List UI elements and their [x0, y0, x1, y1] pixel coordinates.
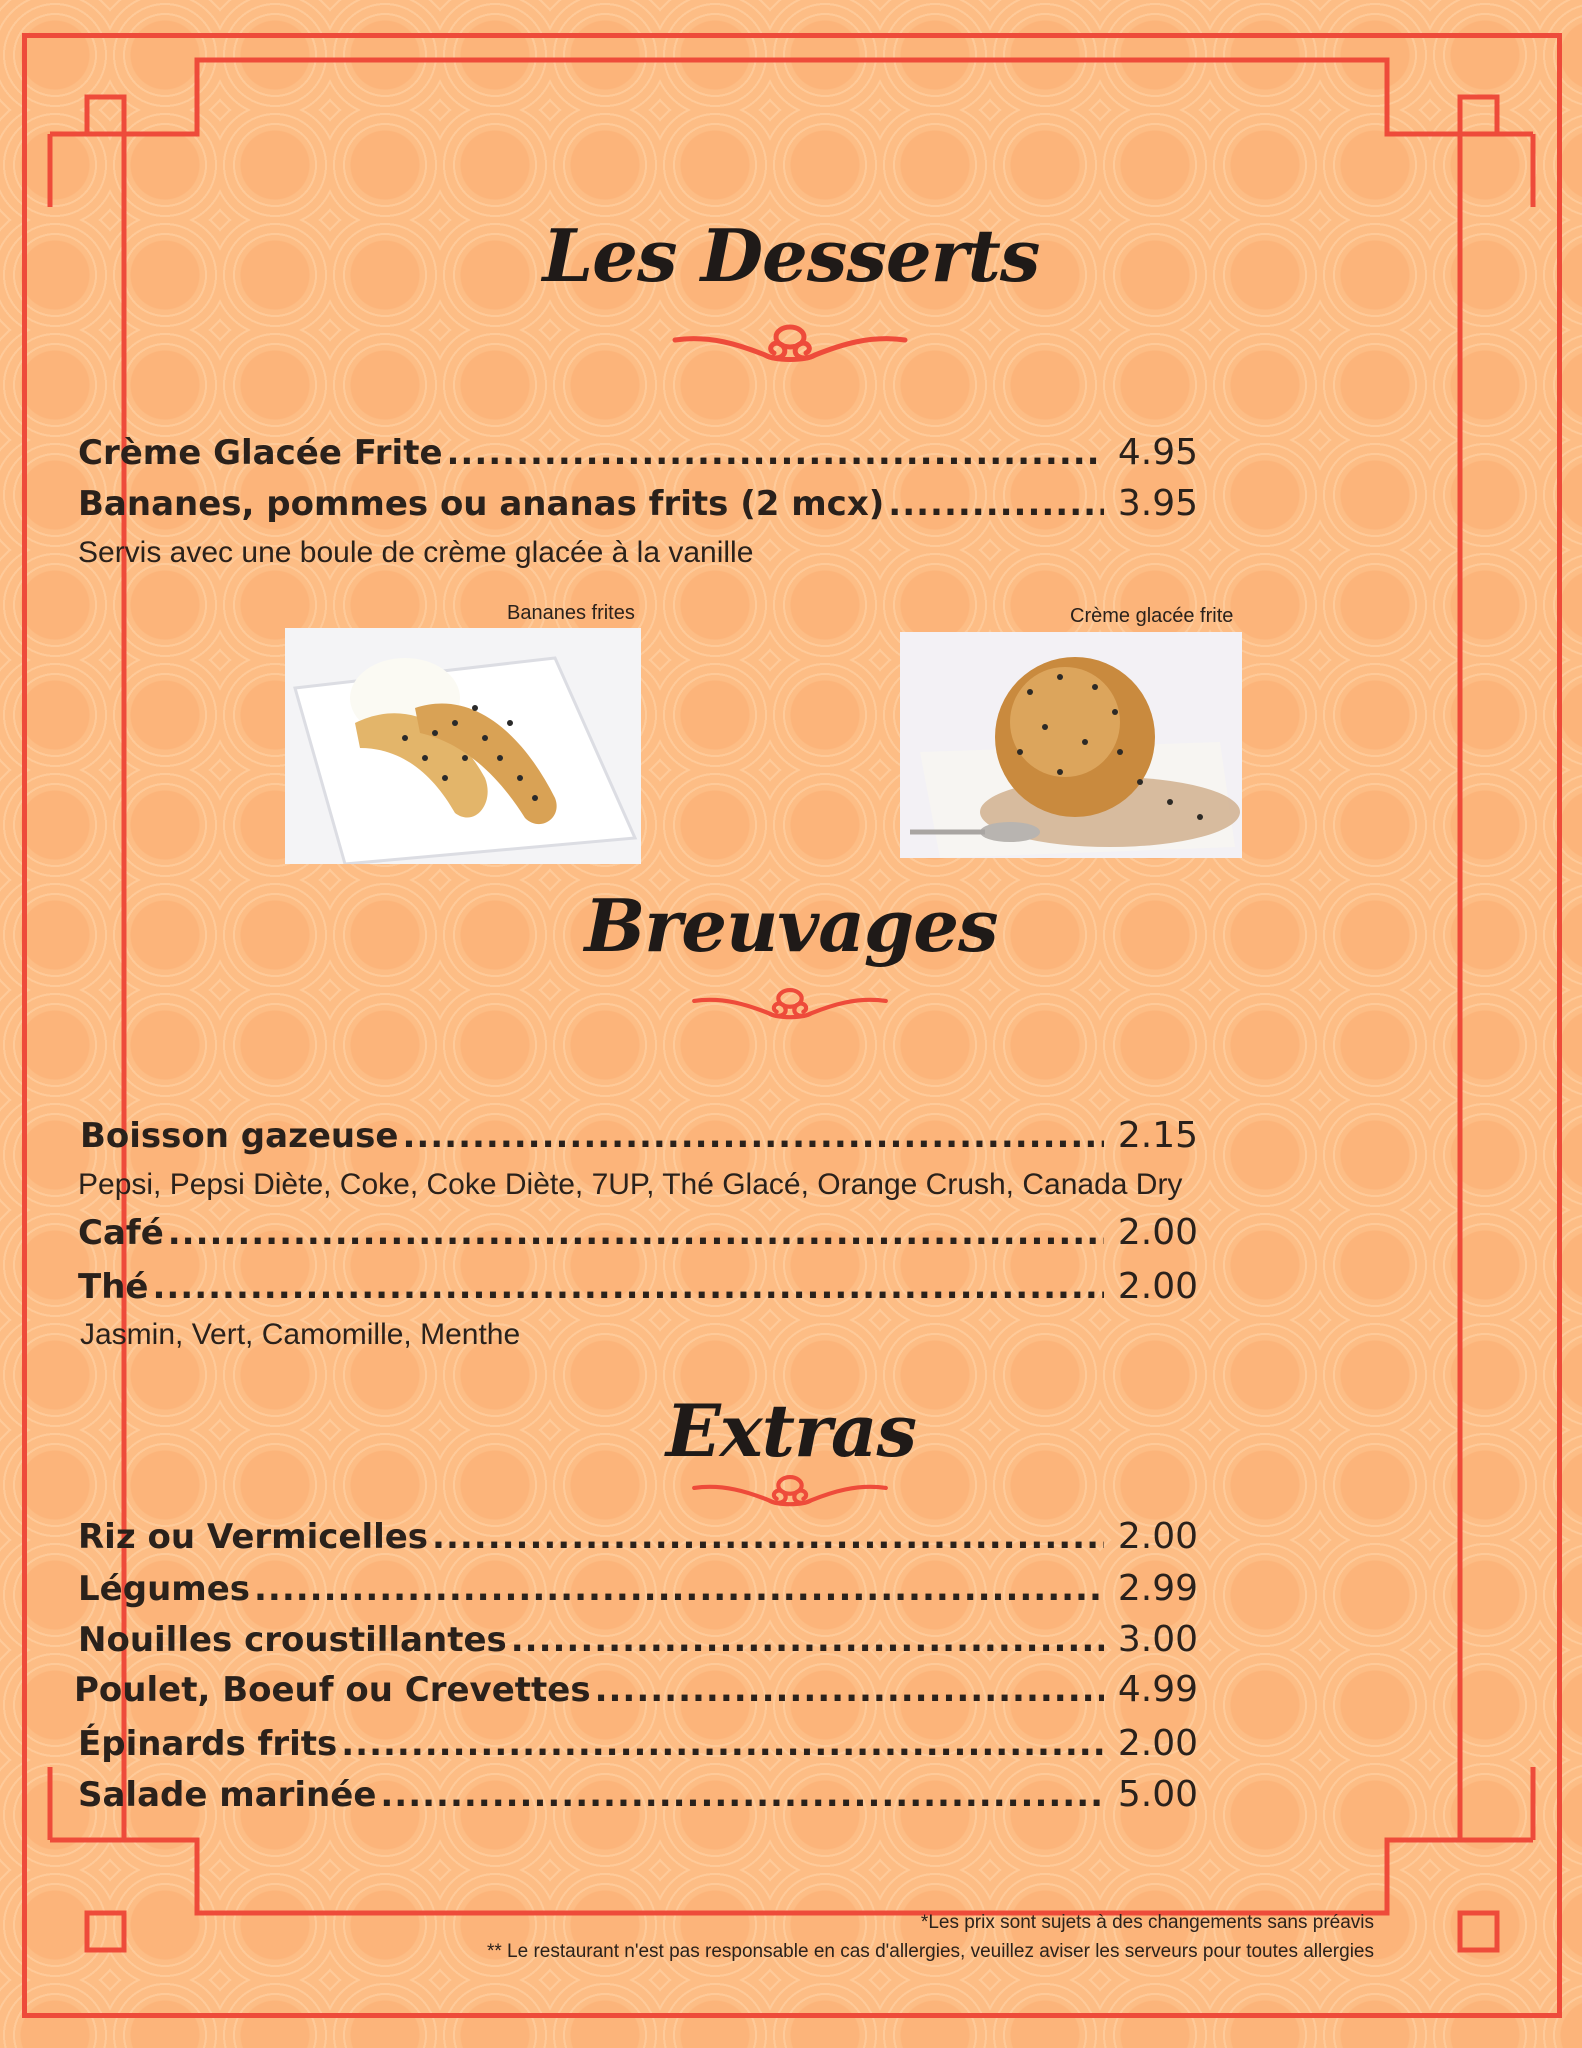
dessert-note: Servis avec une boule de crème glacée à la vanille [78, 536, 754, 569]
item-name: Bananes, pommes ou ananas frits (2 mcx) [78, 484, 885, 524]
dot-leader [595, 1671, 1104, 1710]
dot-leader [341, 1725, 1104, 1764]
item-name: Riz ou Vermicelles [78, 1517, 429, 1557]
fried-ice-cream-illustration [900, 632, 1242, 858]
item-name: Café [78, 1213, 164, 1253]
item-name: Poulet, Boeuf ou Crevettes [74, 1670, 591, 1710]
footer-allergy-notice: ** Le restaurant n'est pas responsable en cas d'allergies, veuillez aviser les serveurs pour toutes allergies [486, 1941, 1374, 1962]
footer-price-notice: *Les prix sont sujets à des changements sans préavis [920, 1912, 1374, 1933]
fried-banana-illustration [285, 628, 641, 864]
beverage-item-the [78, 1266, 1198, 1307]
beverages-title: Breuvages [584, 883, 998, 968]
dot-leader [447, 434, 1104, 473]
item-name: Crème Glacée Frite [78, 433, 443, 473]
item-price: 4.99 [1117, 1669, 1198, 1710]
extra-item-legumes [78, 1568, 1198, 1609]
dot-leader [888, 485, 1104, 524]
desserts-swirl-ornament [670, 315, 910, 370]
dot-leader [168, 1214, 1104, 1253]
item-name: Boisson gazeuse [80, 1116, 399, 1156]
dessert-item-creme-glacee [78, 432, 1198, 473]
item-price: 4.95 [1117, 432, 1198, 473]
extra-item-riz [78, 1516, 1198, 1557]
extra-item-salade [78, 1774, 1198, 1815]
dot-leader [402, 1117, 1103, 1156]
dot-leader [511, 1621, 1104, 1660]
beverage-item-cafe [78, 1212, 1198, 1253]
dot-leader [254, 1570, 1104, 1609]
item-price: 2.15 [1117, 1115, 1198, 1156]
item-name: Légumes [78, 1569, 250, 1609]
item-price: 5.00 [1117, 1774, 1198, 1815]
dot-leader [432, 1518, 1104, 1557]
dot-leader [152, 1268, 1103, 1307]
item-name: Thé [78, 1267, 149, 1307]
item-price: 2.00 [1117, 1723, 1198, 1764]
extras-title: Extras [665, 1388, 917, 1473]
item-price: 2.00 [1117, 1212, 1198, 1253]
dot-leader [380, 1776, 1103, 1815]
item-name: Épinards frits [78, 1724, 338, 1764]
desserts-title: Les Desserts [542, 213, 1040, 298]
photo-caption-bananes: Bananes frites [507, 602, 635, 624]
soda-note: Pepsi, Pepsi Diète, Coke, Coke Diète, 7UP, Thé Glacé, Orange Crush, Canada Dry [78, 1168, 1183, 1201]
item-price: 2.00 [1117, 1266, 1198, 1307]
fried-banana-photo [285, 628, 641, 864]
fried-ice-cream-photo [900, 632, 1242, 858]
extras-swirl-ornament [690, 1465, 890, 1515]
item-price: 3.95 [1117, 483, 1198, 524]
extra-item-poulet [74, 1669, 1198, 1710]
item-price: 2.00 [1117, 1516, 1198, 1557]
extra-item-epinards [78, 1723, 1198, 1764]
item-price: 2.99 [1117, 1568, 1198, 1609]
photo-caption-creme-glacee: Crème glacée frite [1070, 605, 1234, 627]
item-name: Nouilles croustillantes [78, 1620, 507, 1660]
tea-note: Jasmin, Vert, Camomille, Menthe [80, 1318, 521, 1351]
item-name: Salade marinée [78, 1775, 377, 1815]
beverage-item-boisson-gazeuse [80, 1115, 1198, 1156]
dessert-item-fruits-frits [78, 483, 1198, 524]
item-price: 3.00 [1117, 1619, 1198, 1660]
beverages-swirl-ornament [690, 978, 890, 1028]
extra-item-nouilles [78, 1619, 1198, 1660]
